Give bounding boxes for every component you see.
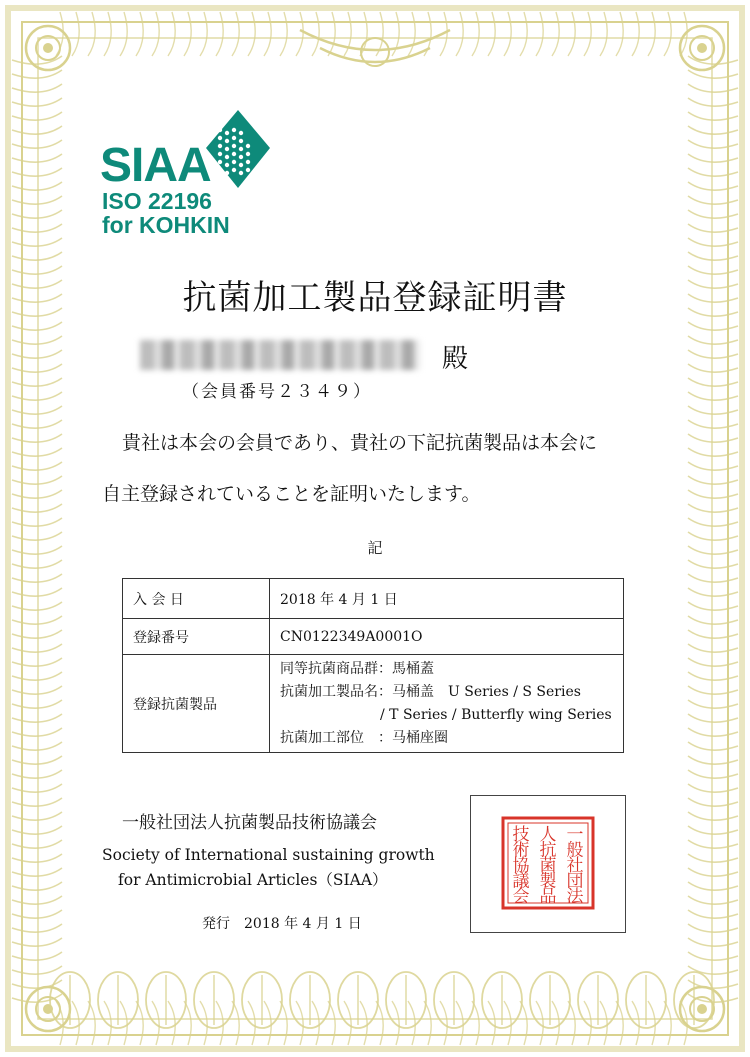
table-row [123, 619, 624, 655]
product-line: 同等抗菌商品群：馬桶蓋 [280, 660, 434, 677]
issue-date: 発行 2018 年 4 月 1 日 [202, 916, 362, 932]
table-row [123, 655, 624, 753]
siaa-logo [100, 108, 280, 238]
official-seal-stamp [501, 816, 595, 910]
svg-text:般: 般 [566, 840, 584, 861]
svg-text:団: 団 [566, 871, 584, 892]
product-line: 抗菌加工製品名：马桶盖 U Series / S Series [280, 683, 581, 700]
recipient-name-redacted [140, 340, 420, 370]
registration-details-table [122, 578, 624, 753]
siaa-logo-iso: ISO 22196 [102, 188, 212, 214]
join-date-value: 2018 年 4 月 1 日 [270, 579, 624, 619]
svg-text:菌: 菌 [539, 856, 557, 876]
organization-name-en-line-1: Society of International sustaining growth [102, 846, 435, 864]
svg-text:協: 協 [512, 856, 530, 876]
svg-text:製: 製 [539, 871, 557, 892]
ki-mark: 記 [367, 539, 383, 557]
join-date-label: 入 会 日 [123, 579, 270, 619]
svg-text:技: 技 [512, 825, 530, 845]
body-text-line-1: 貴社は本会の会員であり、貴社の下記抗菌製品は本会に [122, 432, 598, 454]
body-text-line-2: 自主登録されていることを証明いたします。 [102, 483, 481, 505]
svg-text:社: 社 [566, 856, 584, 876]
svg-text:術: 術 [512, 840, 530, 861]
product-line: 抗菌加工部位 ：马桶座圈 [280, 729, 448, 746]
svg-text:品: 品 [539, 887, 557, 907]
svg-text:人: 人 [539, 825, 557, 845]
svg-text:会: 会 [512, 887, 530, 907]
reg-no-label: 登録番号 [123, 619, 270, 655]
member-number: （会員番号２３４９） [182, 382, 372, 402]
product-value [270, 655, 624, 753]
seal-box [470, 795, 626, 933]
table-row [123, 579, 624, 619]
svg-text:議: 議 [512, 871, 530, 892]
siaa-logo-brand: SIAA [100, 139, 211, 192]
siaa-diamond-icon [204, 108, 272, 192]
product-line: / T Series / Butterfly wing Series [380, 706, 612, 723]
siaa-logo-kohkin: for KOHKIN [102, 212, 230, 238]
product-label: 登録抗菌製品 [123, 655, 270, 753]
certificate-title: 抗菌加工製品登録証明書 [182, 278, 568, 318]
organization-name-jp: 一般社団法人抗菌製品技術協議会 [122, 813, 377, 833]
svg-text:一: 一 [566, 825, 584, 845]
reg-no-value: CN0122349A0001O [270, 619, 624, 655]
organization-name-en-line-2: for Antimicrobial Articles（SIAA） [118, 871, 388, 889]
svg-text:抗: 抗 [539, 840, 557, 861]
recipient-honorific: 殿 [442, 344, 469, 374]
svg-text:法: 法 [566, 887, 584, 907]
